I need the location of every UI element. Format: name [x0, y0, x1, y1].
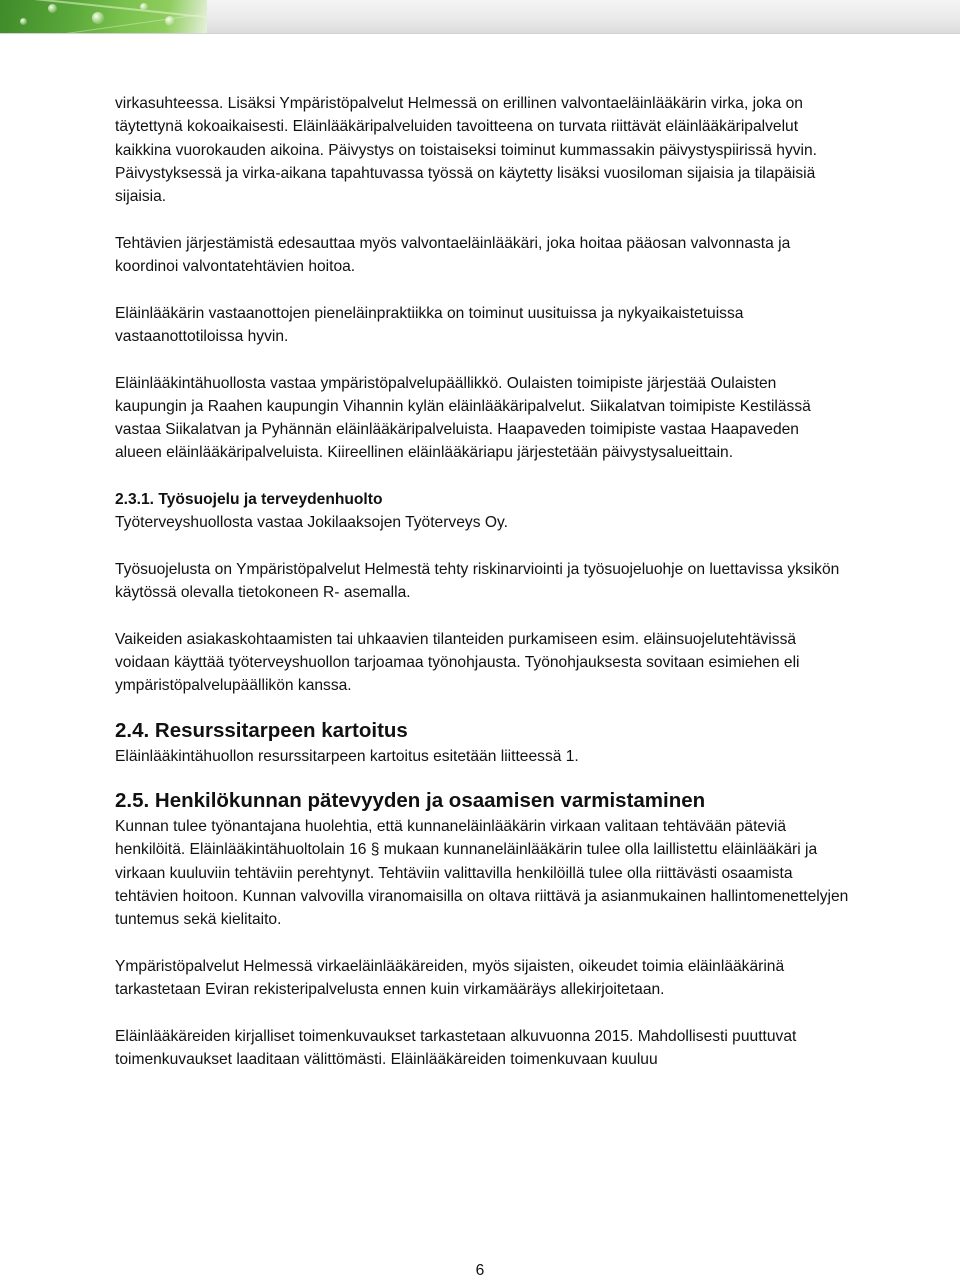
paragraph: Eläinlääkäreiden kirjalliset toimenkuvaukset tarkastetaan alkuvuonna 2015. Mahdollisesti puuttuvat toimenkuvaukset laaditaan välittömästi. Eläinlääkäreiden toimenkuvaan kuuluu — [115, 1027, 797, 1068]
section-heading-2-5: 2.5. Henkilökunnan pätevyyden ja osaamisen varmistaminen — [115, 789, 706, 813]
paragraph: Kunnan tulee työnantajana huolehtia, että kunnaneläinlääkärin virkaan valitaan tehtävään päteviä henkilöitä. Eläinlääkintähuoltolain 16 § mukaan kunnaneläinlääkärin tulee olla laillistettu eläinlääkäri ja virkaan kuuluviin tehtäviin perehtynyt. Tehtäviin valittavilla henkilöillä tulee olla riittävästi osaamista tehtävien hoitoon. Kunnan valvovilla viranomaisilla on oltava riittävä ja asianmukainen hallintomenettelyjen tuntemus sekä kielitaito. — [115, 818, 849, 929]
paragraph: Työsuojelusta on Ympäristöpalvelut Helmestä tehty riskinarviointi ja työsuojeluohje on luettavissa yksikön käytössä olevalla tietokoneen R- asemalla. — [115, 560, 840, 602]
document-body — [115, 92, 850, 1071]
paragraph: Eläinlääkärin vastaanottojen pieneläinpraktiikka on toiminut uusituissa ja nykyaikaistetuissa vastaanottotiloissa hyvin. — [115, 304, 744, 345]
section-heading-2-3-1: 2.3.1. Työsuojelu ja terveydenhuolto — [115, 491, 383, 509]
section-heading-2-4: 2.4. Resurssitarpeen kartoitus — [115, 718, 408, 742]
paragraph: Ympäristöpalvelut Helmessä virkaeläinlääkäreiden, myös sijaisten, oikeudet toimia eläinlääkärinä tarkastetaan Eviran rekisteripalvelusta ennen kuin virkamääräys allekirjoitetaan. — [115, 957, 785, 999]
leaf-image — [0, 0, 207, 33]
page-number: 6 — [475, 1262, 485, 1279]
paragraph: Tehtävien järjestämistä edesauttaa myös valvontaeläinlääkäri, joka hoitaa pääosan valvonnasta ja koordinoi valvontatehtävien hoitoa. — [115, 234, 791, 276]
page-header-band — [0, 0, 960, 34]
paragraph: virkasuhteessa. Lisäksi Ympäristöpalvelut Helmessä on erillinen valvontaeläinlääkärin virka, joka on täytettynä kokoaikaisesti. Eläinlääkäripalveluiden tavoitteena on turvata riittävät eläinlääkäripalvelut kaikkina vuorokauden aikoina. Päivystys on toistaiseksi toiminut kummassakin päivystyspiirissä hyvin. Päivystyksessä ja virka-aikana tapahtuvassa työssä on käytetty lisäksi vuosiloman sijaisia ja tilapäisiä sijaisia. — [115, 95, 818, 206]
paragraph: Työterveyshuollosta vastaa Jokilaaksojen Työterveys Oy. — [115, 514, 508, 532]
paragraph: Vaikeiden asiakaskohtaamisten tai uhkaavien tilanteiden purkamiseen esim. eläinsuojelutehtävissä voidaan käyttää työterveyshuollon tarjoamaa työnohjausta. Työnohjauksesta sovitaan esimiehen eli ympäristöpalvelupäällikön kanssa. — [115, 630, 800, 695]
paragraph: Eläinlääkintähuollon resurssitarpeen kartoitus esitetään liitteessä 1. — [115, 747, 579, 765]
paragraph: Eläinlääkintähuollosta vastaa ympäristöpalvelupäällikkö. Oulaisten toimipiste järjestää Oulaisten kaupungin ja Raahen kaupungin Vihannin kylän eläinlääkäripalvelut. Siikalatvan toimipiste Kestilässä vastaa Siikalatvan ja Pyhännän eläinlääkäripalveluista. Haapaveden toimipiste vastaa Haapaveden alueen eläinlääkäripalveluista. Kiireellinen eläinlääkäriapu järjestetään päivystysalueittain. — [115, 374, 811, 462]
